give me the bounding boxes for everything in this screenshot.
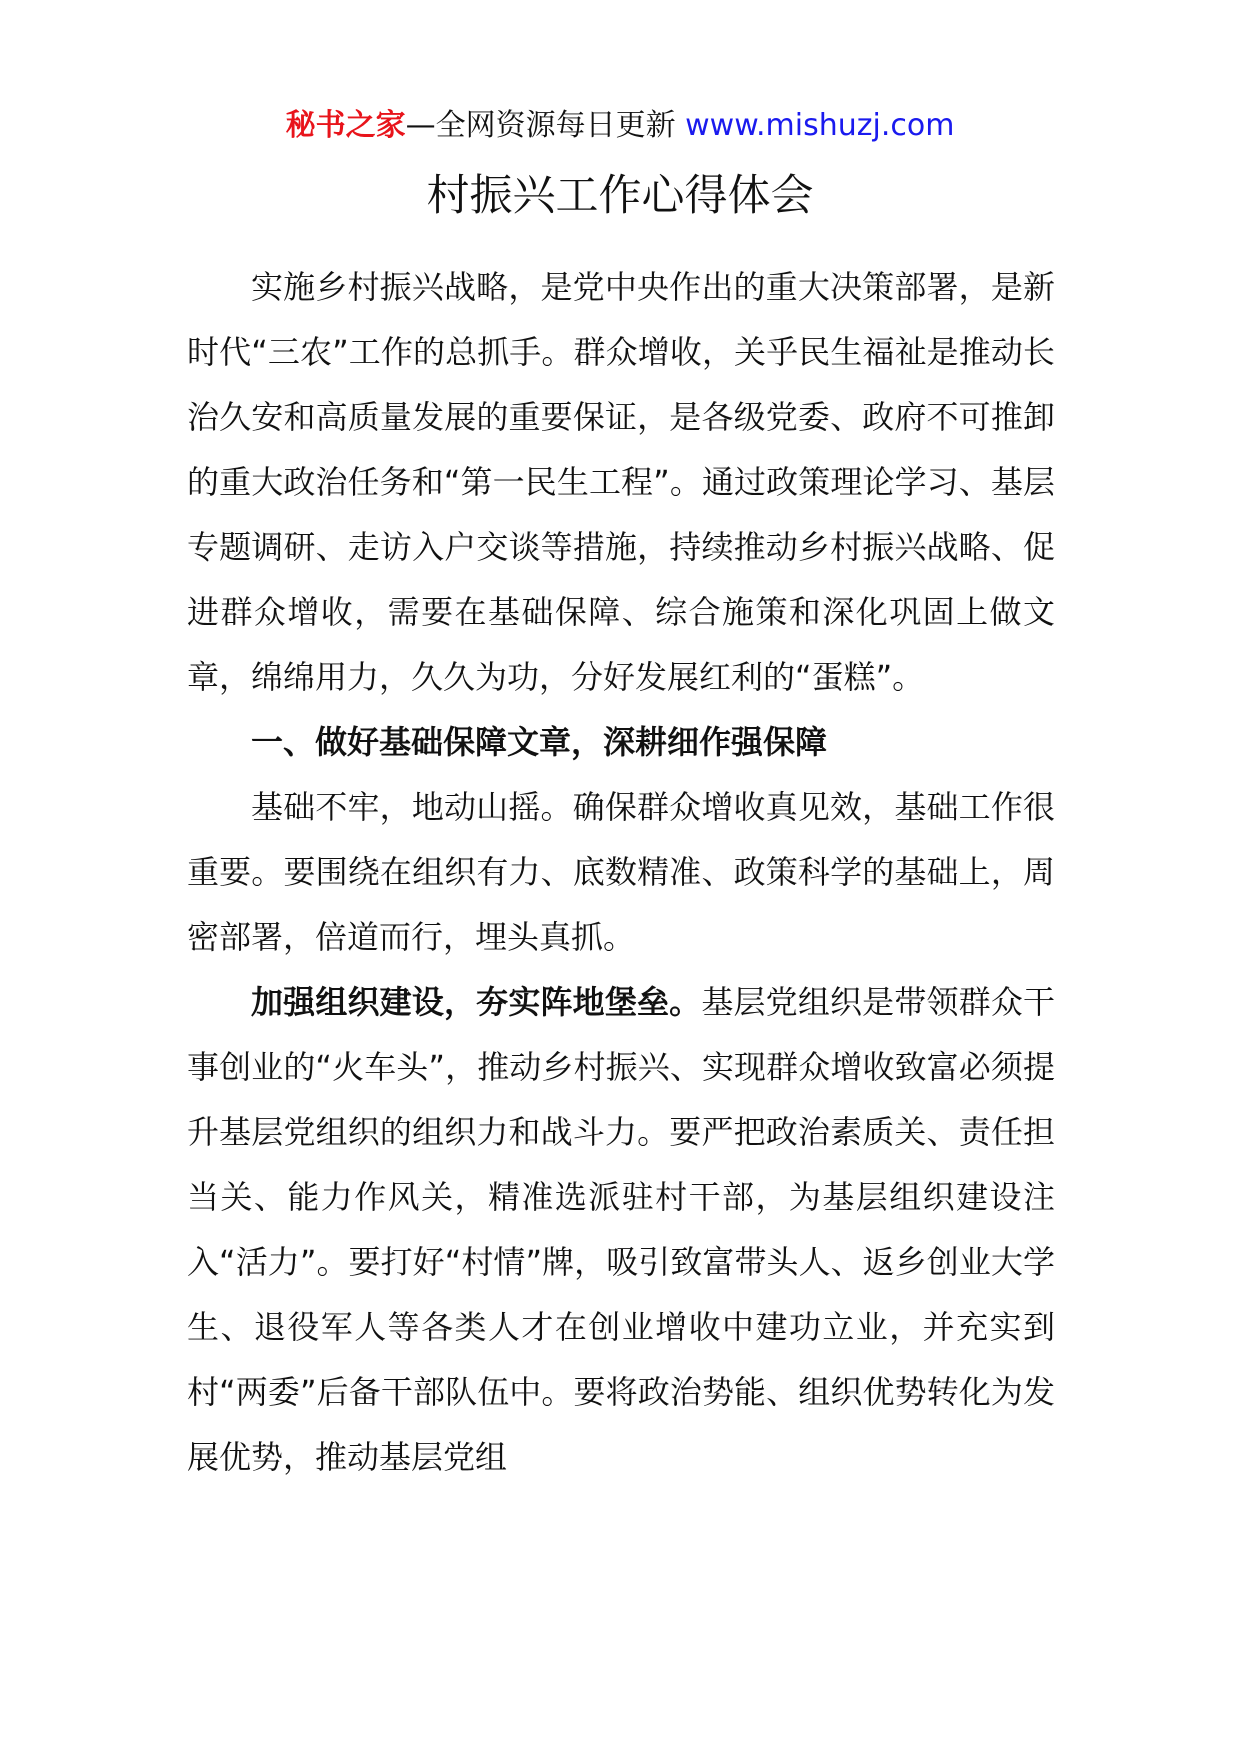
paragraph-foundation: 基础不牢，地动山摇。确保群众增收真见效，基础工作很重要。要围绕在组织有力、底数精准、政策科学的基础上，周密部署，倍道而行，埋头真抓。 <box>187 788 1055 956</box>
site-tagline: —全网资源每日更新 <box>405 108 686 143</box>
document-body <box>187 255 1055 1490</box>
section-heading-1: 一、做好基础保障文章，深耕细作强保障 <box>251 723 828 761</box>
site-brand: 秘书之家 <box>285 108 406 143</box>
site-header <box>0 98 1240 154</box>
paragraph-intro: 实施乡村振兴战略，是党中央作出的重大决策部署，是新时代“三农”工作的总抓手。群众增收，关乎民生福祉是推动长治久安和高质量发展的重要保证，是各级党委、政府不可推卸的重大政治任务和“第一民生工程”。通过政策理论学习、基层专题调研、走访入户交谈等措施，持续推动乡村振兴战略、促进群众增收，需要在基础保障、综合施策和深化巩固上做文章，绵绵用力，久久为功，分好发展红利的“蛋糕”。 <box>187 268 1055 696</box>
paragraph-lead: 加强组织建设，夯实阵地堡垒。 <box>251 983 702 1021</box>
paragraph-organization <box>187 970 1055 1490</box>
site-url[interactable]: www.mishuzj.com <box>685 108 955 143</box>
document-title: 村振兴工作心得体会 <box>426 171 814 221</box>
paragraph-organization-text: 基层党组织是带领群众干事创业的“火车头”，推动乡村振兴、实现群众增收致富必须提升基层党组织的组织力和战斗力。要严把政治素质关、责任担当关、能力作风关，精准选派驻村干部，为基层组织建设注入“活力”。要打好“村情”牌，吸引致富带头人、返乡创业大学生、退役军人等各类人才在创业增收中建功立业，并充实到村“两委”后备干部队伍中。要将政治势能、组织优势转化为发展优势，推动基层党组 <box>187 983 1055 1476</box>
